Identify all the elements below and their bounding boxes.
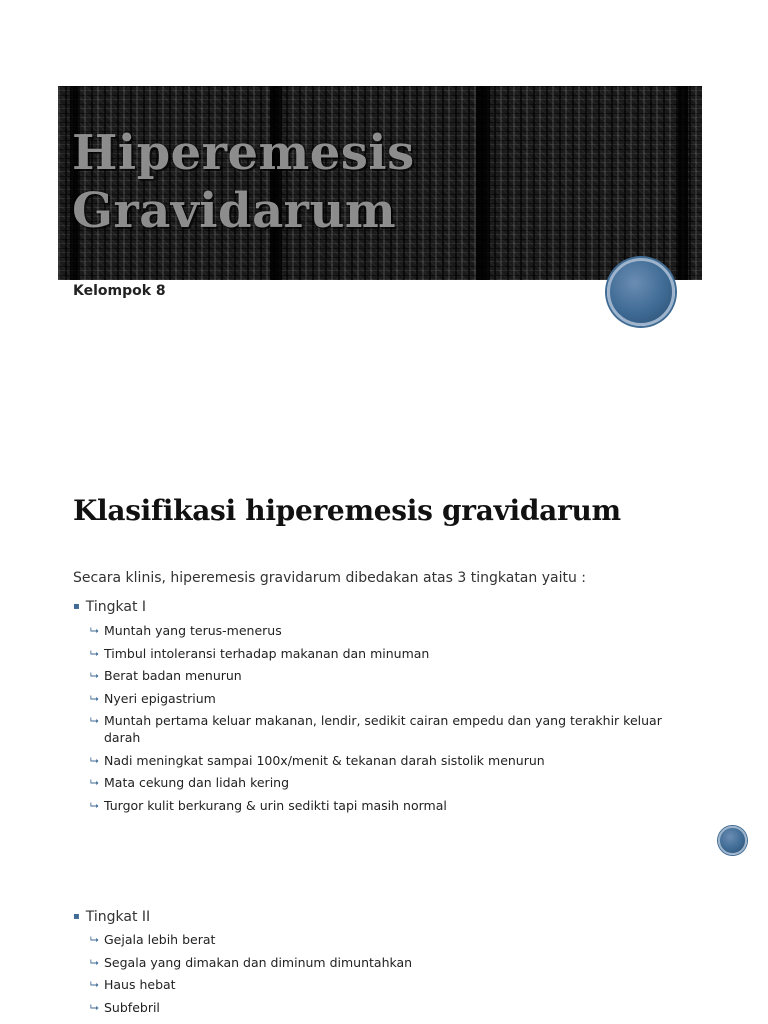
list-item — [90, 931, 690, 948]
list-item — [90, 752, 690, 769]
square-bullet-icon: ▪ — [73, 911, 80, 922]
curved-arrow-bullet-icon: ⮡ — [90, 753, 99, 767]
list-item — [90, 622, 690, 639]
list-item-text: Muntah yang terus-menerus — [104, 623, 282, 638]
curved-arrow-bullet-icon: ⮡ — [90, 646, 99, 660]
level-label-text: Tingkat II — [85, 909, 151, 925]
curved-arrow-bullet-icon: ⮡ — [90, 776, 99, 789]
curved-arrow-bullet-icon: ⮡ — [90, 669, 99, 682]
list-item-text: Muntah pertama keluar makanan, lendir, sedikit cairan empedu dan yang terakhir keluar darah — [104, 713, 662, 745]
list-item — [90, 999, 690, 1016]
curved-arrow-bullet-icon: ⮡ — [90, 691, 99, 705]
list-item-text: Berat badan menurun — [104, 668, 242, 683]
list-item-text: Nyeri epigastrium — [104, 690, 216, 706]
curved-arrow-bullet-icon: ⮡ — [90, 978, 99, 991]
curved-arrow-bullet-icon: ⮡ — [90, 1000, 99, 1014]
list-item-text: Segala yang dimakan dan diminum dimuntahkan — [104, 954, 413, 970]
curved-arrow-bullet-icon: ⮡ — [90, 624, 99, 637]
banner-stripe — [476, 86, 490, 280]
list-item-text: Timbul intoleransi terhadap makanan dan minuman — [104, 645, 430, 661]
level-label — [73, 599, 146, 615]
list-item — [90, 645, 690, 662]
list-item-text: Gejala lebih berat — [104, 932, 216, 947]
level-label-text: Tingkat I — [85, 599, 147, 615]
slide-heading: Klasifikasi hiperemesis gravidarum — [73, 494, 621, 527]
list-item — [90, 954, 690, 971]
list-item-text: Subfebril — [104, 999, 160, 1015]
intro-text: Secara klinis, hiperemesis gravidarum dibedakan atas 3 tingkatan yaitu : — [73, 570, 586, 586]
title-line-1: Hiperemesis — [72, 125, 415, 181]
list-item — [90, 667, 690, 684]
curved-arrow-bullet-icon: ⮡ — [90, 955, 99, 969]
curved-arrow-bullet-icon: ⮡ — [90, 933, 99, 946]
decorative-circle-small — [718, 826, 747, 855]
list-item — [90, 712, 690, 746]
level-items-list — [90, 931, 690, 1021]
list-item-text: Haus hebat — [104, 977, 176, 992]
list-item — [90, 690, 690, 707]
list-item-text: Mata cekung dan lidah kering — [104, 775, 290, 790]
banner-stripe — [678, 86, 688, 280]
slide-title — [72, 124, 415, 240]
title-banner — [58, 84, 702, 282]
curved-arrow-bullet-icon: ⮡ — [90, 714, 99, 727]
list-item — [90, 797, 690, 814]
list-item — [90, 976, 690, 993]
square-bullet-icon: ▪ — [73, 601, 80, 612]
title-line-2: Gravidarum — [72, 183, 397, 239]
list-item-text: Nadi meningkat sampai 100x/menit & tekanan darah sistolik menurun — [104, 752, 545, 768]
list-item-text: Turgor kulit berkurang & urin sedikti tapi masih normal — [104, 797, 447, 813]
list-item — [90, 774, 690, 791]
decorative-circle-large — [607, 258, 675, 326]
level-items-list — [90, 622, 690, 819]
slide-subtitle: Kelompok 8 — [73, 283, 166, 299]
level-label — [73, 909, 150, 925]
curved-arrow-bullet-icon: ⮡ — [90, 798, 99, 812]
